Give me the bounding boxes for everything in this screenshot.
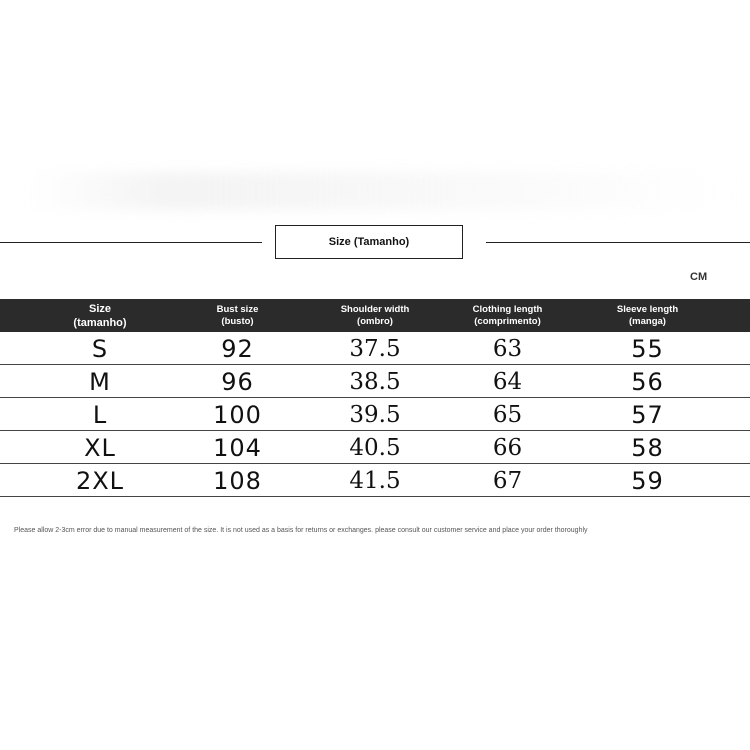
- cell-length: 67: [492, 467, 523, 494]
- cell-length: 66: [492, 434, 523, 461]
- size-title-text: Size (Tamanho): [328, 236, 410, 248]
- cell-sleeve: 58: [631, 433, 664, 462]
- header-bust-line2: (busto): [221, 315, 254, 327]
- cell-size: S: [91, 334, 109, 363]
- header-size: [40, 299, 160, 332]
- cell-size: L: [92, 400, 108, 429]
- table-header: [0, 299, 750, 332]
- header-length-line2: (comprimento): [474, 315, 541, 327]
- header-bust: [180, 299, 295, 332]
- header-sleeve: [590, 299, 705, 332]
- cell-size: M: [89, 367, 111, 396]
- cell-bust: 100: [213, 400, 262, 429]
- table-row: [0, 398, 750, 431]
- cell-shoulder: 40.5: [349, 434, 401, 461]
- cell-length: 63: [492, 335, 523, 362]
- header-sleeve-line2: (manga): [629, 315, 666, 327]
- size-title: [275, 225, 463, 259]
- cell-size: XL: [84, 433, 116, 462]
- title-rule-right: [486, 242, 750, 243]
- header-shoulder: [315, 299, 435, 332]
- cell-sleeve: 55: [631, 334, 664, 363]
- cell-sleeve: 59: [631, 466, 664, 495]
- header-length-line1: Clothing length: [472, 303, 543, 315]
- cell-shoulder: 39.5: [349, 401, 401, 428]
- cell-size: 2XL: [75, 466, 125, 495]
- cell-bust: 104: [213, 433, 262, 462]
- cell-shoulder: 41.5: [349, 467, 401, 494]
- header-size-line1: Size: [88, 302, 111, 315]
- header-shoulder-line1: Shoulder width: [340, 303, 410, 315]
- cell-bust: 108: [213, 466, 262, 495]
- table-row: [0, 431, 750, 464]
- unit-label: CM: [690, 271, 708, 283]
- table-row: [0, 332, 750, 365]
- title-rule-left: [0, 242, 262, 243]
- blurred-banner: [30, 172, 740, 210]
- cell-shoulder: 38.5: [349, 368, 401, 395]
- cell-bust: 92: [221, 334, 254, 363]
- table-row: [0, 464, 750, 497]
- header-shoulder-line2: (ombro): [357, 315, 393, 327]
- header-size-line2: (tamanho): [73, 316, 127, 329]
- cell-bust: 96: [221, 367, 254, 396]
- size-table: [0, 299, 750, 497]
- cell-shoulder: 37.5: [349, 335, 401, 362]
- cell-sleeve: 56: [631, 367, 664, 396]
- cell-length: 64: [492, 368, 523, 395]
- measurement-note: Please allow 2-3cm error due to manual measurement of the size. It is not used as a basis for returns or exchanges. please consult our customer service and place your order thoroughly: [14, 527, 588, 534]
- header-length: [450, 299, 565, 332]
- cell-length: 65: [492, 401, 523, 428]
- header-sleeve-line1: Sleeve length: [616, 303, 679, 315]
- cell-sleeve: 57: [631, 400, 664, 429]
- table-row: [0, 365, 750, 398]
- header-bust-line1: Bust size: [216, 303, 259, 315]
